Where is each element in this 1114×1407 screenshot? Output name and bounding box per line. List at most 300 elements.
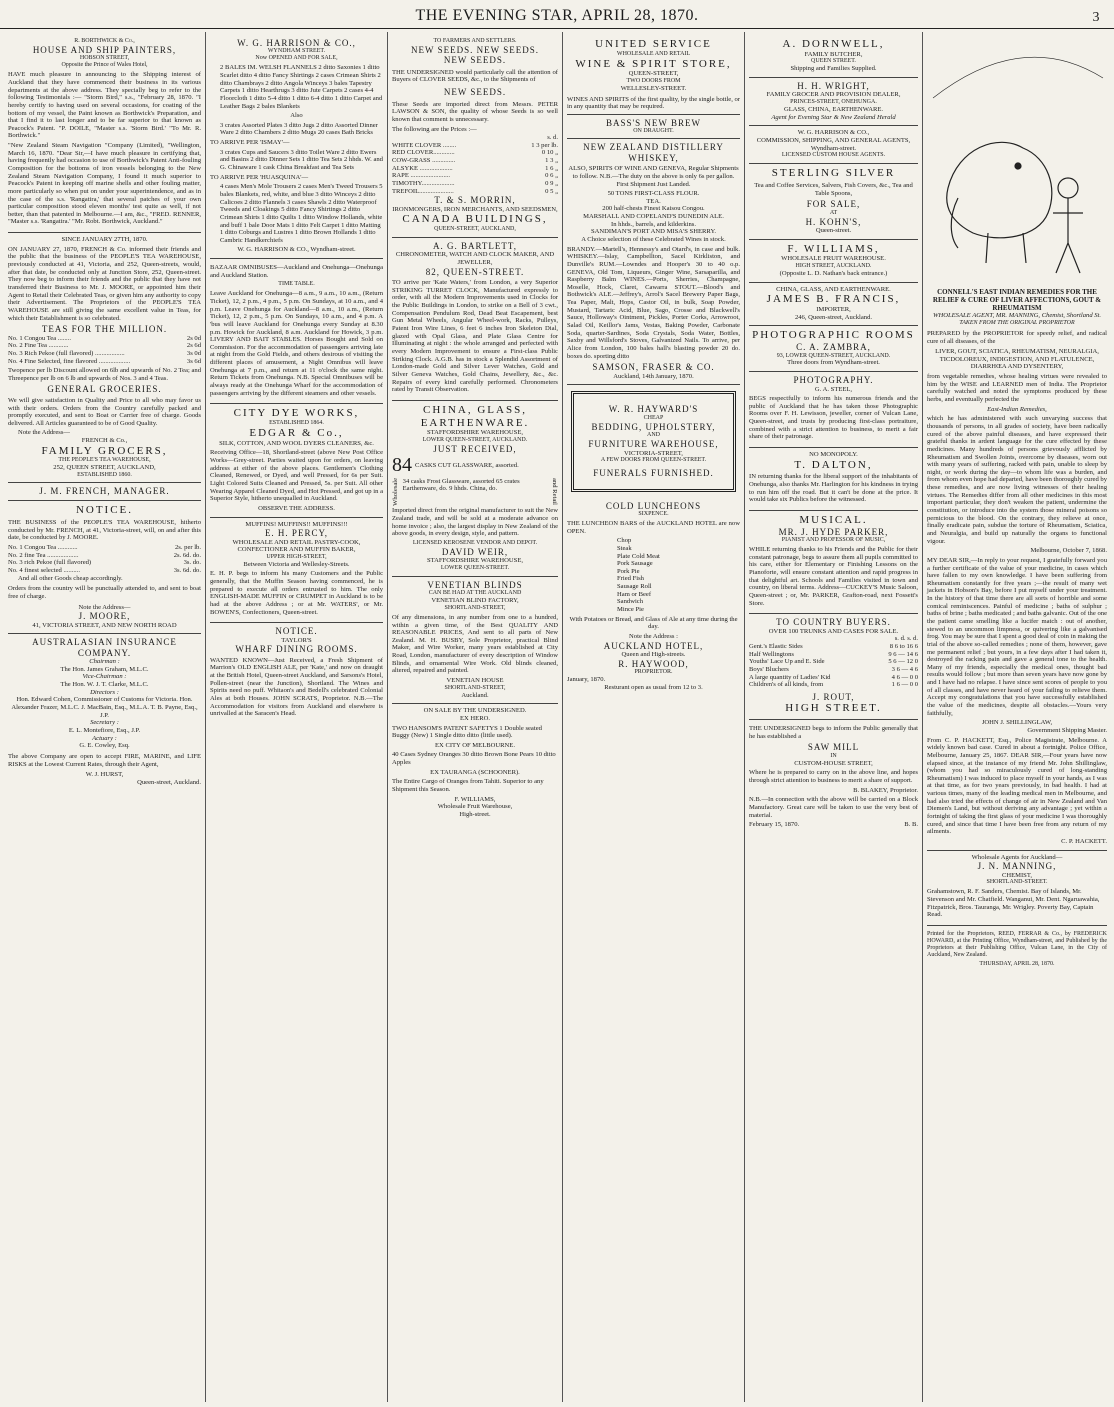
hayward-few-doors: A FEW DOORS FROM QUEEN-STREET.: [600, 457, 707, 464]
boot-price-row-label: A large quantity of Ladies' Kid: [749, 673, 831, 681]
new-seeds-1: NEW SEEDS. NEW SEEDS.: [411, 44, 539, 55]
moore-tea-row-price: 2s. per lb.: [174, 544, 201, 552]
parker-body: WHILE returning thanks to his Friends and the Public for their constant patronage, begs to assure them all pupils committed to his care, either for Elementary or Finishing Lessons on the Pianoforte, will ensure constant attention and rapid progress in that delightful art. Schools and Families visited in town and country, on liberal terms. Address—CUCKEY'S Music Saloon, Queen-street ; or, Mr. PARKER, Grafton-road, next Fossett's Store.: [749, 546, 918, 607]
dornwell-heading: A. DORNWELL,: [782, 38, 885, 50]
venetian-house-city: Auckland.: [461, 691, 489, 699]
logo-arc: [933, 57, 1103, 98]
boots-units: s. d. s. d.: [894, 635, 918, 643]
boot-price-row-label: Children's of all kinds, from: [749, 681, 824, 689]
flour: 50 TONS FIRST-CLASS FLOUR.: [607, 190, 700, 198]
hackett-body: From C. P. HACKETT, Esq., Police Magistrate, Melbourne. A widely known bad case. Cured in about a fortnight. Police Office, Melbourne, January 25, 1867. DEAR SIR,—Four years have now elapsed since, at the instance of my friend Mr. John Shillinglaw, (whom you had so miraculously cured of long-standing Rheumatism) I was induced to place myself in your hands, as I was at that time, as for two years previously, in bad health. I had at various times, many of the leading medical men in Melbourne, and had also tried the effects of change of air in New Zealand and Van Diemen's Land, but without deriving any advantage ; yet within a fortnight of taking the first glass of your medicine I was thoroughly cured, and since that time I have been free from any return of my ailments.: [927, 736, 1107, 836]
actuary: G. E. Cowley, Esq.: [79, 742, 130, 750]
musical-heading: MUSICAL.: [799, 513, 868, 526]
menu-item: Plate Cold Meat: [617, 552, 660, 560]
dalton-body: IN returning thanks for the liberal support of the inhabitants of Onehunga, also thanks Mr. Harlington for his kindness in trying to run him off the road. But it can't be done at the price. It would take six Publics before the witnessed.: [749, 473, 918, 504]
dornwell-sub: FAMILY BUTCHER,: [804, 50, 863, 58]
hayward-heading: W. R. HAYWARD'S: [608, 404, 699, 415]
seed-price-row-label: TREFOIL.....................: [392, 187, 454, 195]
boot-price-row-price: 5 6 — 12 0: [888, 658, 918, 666]
ad-parker: [749, 511, 918, 614]
williams-sub: WHOLESALE FRUIT WAREHOUSE.: [781, 255, 886, 263]
january-date: January, 1870.: [567, 676, 606, 684]
seed-price-row-label: COW-GRASS ..............: [392, 157, 456, 165]
aus-agent-address: Queen-street, Auckland.: [137, 778, 201, 786]
french-address: 252, QUEEN STREET, AUCKLAND,: [53, 464, 156, 472]
ex-melbourne: EX CITY OF MELBOURNE.: [435, 741, 515, 749]
hayward-and: AND: [647, 432, 660, 439]
boot-price-row-price: 3 6 — 4 6: [891, 665, 918, 673]
bartlett-address: 82, QUEEN-STREET.: [425, 266, 525, 277]
taylor-notice: NOTICE.: [275, 626, 318, 637]
ad-bartlett: [392, 238, 558, 401]
logo-elephant-icon: [947, 142, 1052, 263]
family-grocers: FAMILY GROCERS,: [41, 444, 168, 457]
haywood: R. HAYWOOD,: [618, 658, 689, 669]
edgar-body: Receiving Office—18, Shortland-street (above New Post Office Works—Grey-street. Parties waited upon for orders, on leaving address at either of the above places. Gentlemen's Clothing Cleaned, Renewed, or Dyed, and well Pressed, for 6s per Suit. Light Colored Suits Cleaned and Pressed, 5s. per Suit. All other Wearing Apparel Cleaned Dyed, and Hot Pressed, and got up in a Superior Style, hitherto unequalled in Auckland.: [210, 449, 383, 503]
ad-harrison-agents: [749, 126, 918, 164]
tea-row-label: No. 2 Fine Tea ............: [8, 342, 69, 350]
wholesale-label: Wholesale: [392, 477, 399, 506]
ad-seeds: [392, 35, 558, 238]
ex-hero: EX HERO.: [459, 714, 491, 722]
column-3: [388, 32, 563, 1402]
established: ESTABLISHED 1860.: [77, 472, 132, 479]
dornwell-street: QUEEN STREET.: [811, 58, 856, 65]
actuary-label: Actuary :: [92, 734, 117, 742]
hayward-street: VICTORIA-STREET,: [624, 449, 683, 457]
menu-item: Sausage Roll: [617, 583, 652, 591]
chairman: The Hon. James Graham, M.L.C.: [60, 665, 149, 673]
seed-price-row-price: 0 9 „: [545, 179, 558, 187]
ismay-heading: TO ARRIVE PER 'ISMAY'—: [210, 139, 290, 147]
note-address: Note the Address :: [629, 632, 678, 640]
venetian-sub: CAN BE HAD AT THE AUCKLAND: [428, 590, 522, 597]
seed-price-row-label: TIMOTHY....................: [392, 179, 455, 187]
aus-heading: AUSTRALASIAN INSURANCE COMPANY.: [32, 637, 177, 658]
zambra-heading: C. A. ZAMBRA,: [796, 342, 871, 353]
imprint: [927, 926, 1107, 972]
tea-row: [8, 358, 201, 366]
menu-item: Pork Sausage: [617, 560, 653, 568]
harrison-sub: COMMISSION, SHIPPING, AND GENERAL AGENTS,: [756, 136, 911, 144]
brandy-body: BRANDY.—Martell's, Hennessy's and Otard's, in case and bulk. WHISKEY.—Islay, Campbellton, Sacel Kirkliston, and Dunville's RUM.—Lowndes and Hooper's 30 to 40 o.p. GENEVA, Old Tom, Liqueurs, Ginger Wine, Sarsaparilla, and Raspberry Balm WINES.—Ports, Sherries, Champagne, Moselle, Hock, Claret, Cawarra STOUT.—Blood's and Bothwick's ALE.—Jeffrey's, Arrol's Sacel Brewery Paper Bags, Tea Paper, Malt, Hops, Castor Oil, in bulk, Soap Powder, Mustard, Tartaric Acid, Blue, Sago, Crosse and Blackwell's Sauce, Holloway's Ointment, Pickles, Porter Corks, Arrowroot, Salad Oil, Keillor's Jams, Vestas, Baking Powder, Carbonate Soda, quarter-Sardines, Soda Crystals, Soda Water, Bottles, Saxby and Willsford's Stoves, Galvanized Nails. To arrive, per Alice from London, 100 bales hall's blasting powder 20 do. boxes do. sporting ditto: [567, 245, 740, 360]
ad-dornwell: [749, 35, 918, 78]
boot-price-row: [749, 643, 918, 651]
farmers-heading: TO FARMERS AND SETTLERS.: [433, 38, 517, 44]
moore-tea-row: [8, 544, 201, 552]
shillinglaw-title: Government Shipping Master.: [1027, 726, 1107, 734]
imprint-date: THURSDAY, APRIL 28, 1870.: [979, 960, 1055, 967]
moore-tea-row-label: No. 2 fine Tea ...................: [8, 551, 79, 559]
ad-venetian: [392, 577, 558, 704]
manager: J. M. FRENCH, MANAGER.: [8, 482, 201, 496]
boot-price-row-label: Boys' Bluchers: [749, 665, 789, 673]
francis-street: 246, Queen-street, Auckland.: [794, 313, 873, 321]
moore-address: 41, VICTORIA STREET, AND NEW NORTH ROAD: [32, 621, 177, 629]
new-seeds-2: NEW SEEDS.: [443, 55, 507, 66]
prices-heading: The following are the Prices :—: [392, 126, 477, 134]
boot-price-row-label: Youths' Lace Up and E. Side: [749, 658, 825, 666]
harrison-street: WYNDHAM STREET.: [267, 48, 326, 55]
harrison-street: Wyndham-street.: [810, 144, 857, 152]
logo-text: CONNELL'S EAST INDIAN REMEDIES FOR THE RELIEF & CURE OF LIVER AFFECTIONS, GOUT & RHEUMATISM: [932, 288, 1102, 313]
in: IN: [830, 752, 837, 759]
seeds-body: THE UNDERSIGNED would particularly call the attention of Buyers of CLOVER SEEDS, &c., to the Shipments of: [392, 68, 558, 84]
hayward-bedding: BEDDING, UPHOLSTERY,: [591, 421, 716, 432]
no-monopoly: NO MONOPOLY.: [809, 451, 858, 459]
seed-price-row-label: RED CLOVER.............: [392, 149, 455, 157]
williams-street: High-street.: [459, 810, 491, 818]
boot-price-row: [749, 666, 918, 674]
venetian-factory: VENETIAN BLIND FACTORY,: [431, 597, 519, 605]
sawmill-body: THE UNDERSIGNED begs to inform the Public generally that he has established a: [749, 725, 918, 740]
percy-heading: E. H. PERCY,: [264, 528, 329, 539]
retail-label: and Retail: [551, 477, 558, 505]
samson-date: Auckland, 14th January, 1870.: [613, 372, 694, 380]
moore-tea-row-price: 2s. 6d. do.: [173, 551, 201, 559]
dye-established: ESTABLISHED 1864.: [269, 420, 324, 427]
steel-heading: G. A. STEEL,: [814, 385, 853, 393]
china-heading: CHINA, GLASS, EARTHENWARE.: [420, 403, 530, 429]
borthwick-opposite: Opposite the Prince of Wales Hotel,: [61, 62, 148, 69]
queen-street: QUEEN-STREET,: [628, 70, 679, 78]
borthwick-firm: R. BORTHWICK & Co.,: [74, 38, 135, 44]
diseases-body: from vegetable remedies, whose healing virtues were revealed to him by the WISE and LEARNED men of India. The Proprietor carefully watched and noted the symptoms produced by these herbs, and eventually perfected the: [927, 373, 1107, 404]
moore-name: J. MOORE,: [78, 611, 131, 622]
boots-list: [749, 643, 918, 689]
tauranga-body: The Entire Cargo of Oranges from Tahiti. Superior to any Shipment this Season.: [392, 778, 544, 793]
ad-wright: [749, 78, 918, 126]
masthead-title: THE EVENING STAR, APRIL 28, 1870.: [415, 7, 699, 24]
seed-price-row-label: RAPE ........................: [392, 172, 451, 180]
seed-price-row: [392, 149, 558, 157]
tea-row-price: 2s 0d: [186, 334, 201, 342]
harrison-list-2: 3 crates Assorted Plates 3 ditto Jugs 2 ditto Assorted Dinner Ware 2 ditto Chambers 2 ditto Mugs 20 cases Bath Bricks: [220, 121, 378, 137]
seed-price-row-price: 1 6 „: [545, 164, 558, 172]
sandeman: SANDIMAN'S PORT AND MISA'S SHERRY.: [590, 228, 717, 236]
menu-item: Sandwich: [617, 598, 644, 606]
francis-sub: IMPORTER,: [816, 306, 851, 314]
teas-list: [8, 335, 201, 366]
masthead: [0, 4, 1114, 29]
sterling-list: Tea and Coffee Services, Salvers, Fish Covers, &c., Tea and Table Spoons,: [754, 181, 913, 197]
groceries-heading: GENERAL GROCERIES.: [47, 384, 162, 395]
notice-heading: NOTICE.: [75, 504, 134, 517]
percy-street: UPPER HIGH-STREET,: [266, 553, 327, 560]
sterling-heading: STERLING SILVER: [771, 167, 896, 180]
ad-australasian: [8, 634, 201, 790]
seed-price-row-price: 1 3 per lb.: [531, 141, 558, 149]
aus-agent: W. J. HURST,: [85, 771, 124, 779]
seed-price-row: [392, 165, 558, 173]
ad-kohn: [749, 164, 918, 240]
menu-item: Chop: [617, 537, 632, 545]
page-number: 3: [1092, 10, 1100, 25]
ad-blakey: [749, 720, 918, 833]
ad-connell: [927, 35, 1107, 851]
wholesale-agents: Wholesale Agents for Auckland—: [971, 853, 1063, 861]
tea-row-label: No. 1 Congou Tea ........: [8, 334, 71, 342]
huasquina-list: 4 cases Men's Mole Trousers 2 cases Men's Tweed Trousers 5 bales Blankets, red, white, and blue 3 ditto Winceys 2 ditto Calicoes 2 ditto Flannels 3 cases Shawls 2 ditto Waterproof Tweeds and Cloakings 5 ditto Fancy Shirtings 2 ditto Crimean Shirts 1 ditto Quilts 1 ditto Window Hollands, white and buff 1 bale Door Mats 1 ditto Felt Carpet 1 ditto Matting 1 ditto Coburgs and Lustres 1 ditto Brown Hollands 1 ditto Cambric Handkerchiefs: [220, 183, 383, 244]
just-received: JUST RECEIVED,: [433, 443, 517, 454]
harrison-licensed: LICENSED CUSTOM HOUSE AGENTS.: [781, 152, 886, 159]
wholesale-retail: WHOLESALE AND RETAIL: [616, 50, 691, 57]
dornwell-body: Shipping and Families Supplied.: [790, 65, 877, 73]
borthwick-body: HAVE much pleasure in announcing to the Shipping interest of Auckland that they have commenced their business in its various departments at the above address. They specially beg to refer to the following Testimonials :— "Storm Bird," s.s., "February 28, 1870. "I hereby certify to having used on several occasions, for coating of the bottom of my vessel, the Paint known as Borthwick's Preparation, and that I find it to last longer and to be far superior to that known as Peacock's Patent. "P. DOILE, "Master s.s. 'Storm Bird.' "To Mr. R. Borthwick.": [8, 71, 201, 140]
wright-agent: Agent for Evening Star & New Zealand Herald: [771, 113, 896, 121]
teas-note: Twopence per lb Discount allowed on 6lb and upwards of No. 2 Tea; and Threepence per lb on 6 lb and upwards of Nos. 3 and 4 Teas.: [8, 367, 201, 382]
hayward-funerals: FUNERALS FURNISHED.: [593, 468, 714, 479]
marshall: MARSHALL AND COPELAND'S DUNEDIN ALE.: [583, 213, 724, 221]
menu-item: Mince Pie: [617, 606, 644, 614]
prices-units: s. d.: [547, 134, 558, 142]
venetian-house-street: SHORTLAND-STREET,: [444, 684, 506, 691]
groceries-body: We will give satisfaction in Quality and Price to all who may favor us with their orders. Orders from the Country carefully packed and promptly executed, and sent to Boat or Carrier free of charge. Goods delivered. All Articles guaranteed to be of Good Quality.: [8, 396, 201, 427]
ad-dalton: [749, 448, 918, 511]
kohn-heading: H. KOHN'S,: [805, 216, 862, 227]
seed-price-row: [392, 188, 558, 196]
ad-williams-fruit: [749, 240, 918, 283]
venetian-street: SHORTLAND-STREET,: [444, 604, 506, 611]
moore-tea-row-label: No. 1 Congou Tea ............: [8, 544, 78, 552]
moore-body: THE BUSINESS of the PEOPLE'S TEA WAREHOUSE, hitherto conducted by Mr. FRENCH, at 41, Victoria-street, will, on and after this date, be conducted by J. MOORE.: [8, 519, 201, 542]
bass-heading: BASS'S NEW BREW: [567, 114, 740, 128]
weir-heading: DAVID WEIR,: [441, 546, 509, 557]
french-body: ON JANUARY 27, 1870, FRENCH & Co. informed their friends and the public that the business of the PEOPLE'S TEA WAREHOUSE, previously conducted at 41, Victoria, and 252, Queen-streets, would, after that date, be conducted only at Junction Store, 252, Queen-street. They now beg to inform their friends and the public that they have not transferred their Business to Mr. J. MOORE, or appointed him their Agent to Retail their Celebrated Teas, or given him any authority to copy their Advertisement. The Proprietors of the PEOPLE'S TEA WAREHOUSE are still giving the same excellent value in Teas, for which their Establishment is so celebrated.: [8, 245, 201, 322]
bartlett-heading: A. G. BARTLETT,: [432, 241, 518, 252]
boot-price-row: [749, 658, 918, 666]
diseases: LIVER, GOUT, SCIATICA, RHEUMATISM, NEURALGIA, TICDOLOREUX, INDIGESTION, AND FLATULENCE, DIARRHŒA AND DYSENTERY,: [935, 348, 1099, 371]
weir-street: LOWER QUEEN-STREET.: [440, 564, 510, 571]
venetian-heading: VENETIAN BLINDS: [427, 579, 523, 590]
hayward-furniture: FURNITURE WAREHOUSE,: [588, 439, 719, 450]
chemist: CHEMIST,: [1001, 871, 1033, 879]
menu-item: Fried Fish: [617, 575, 644, 583]
sixpence: SIXPENCE.: [638, 511, 669, 518]
ex-tauranga: EX TAURANGA (SCHOONER).: [430, 768, 520, 776]
dalton-heading: T. DALTON,: [794, 458, 873, 471]
seed-price-row: [392, 142, 558, 150]
boot-price-row-label: Half Wellingtons: [749, 650, 794, 658]
wellesley-street: WELLESLEY-STREET.: [620, 85, 687, 93]
french-sign: FRENCH & Co.,: [81, 437, 128, 445]
chairman-label: Chairman :: [89, 658, 120, 666]
printed-by: Printed for the Proprietors, REED, FERRAR & Co., by FREDERICK HOWARD, at the Printing Office, Wyndham-street, and Published by the Proprietors at their Publishing Office, Vulcan Lane, in the City of Auckland, New Zealand.: [927, 930, 1107, 958]
manning: J. N. MANNING,: [977, 861, 1057, 872]
photography-heading: PHOTOGRAPHY.: [793, 375, 874, 386]
muffins: MUFFINS! MUFFINS!! MUFFINS!!!: [245, 520, 348, 528]
moore-tea-row-label: No. 3 rich Pekoe (full flavored): [8, 559, 92, 567]
ad-percy: [210, 518, 383, 624]
percy-between: Between Victoria and Wellesley-Streets.: [243, 560, 350, 568]
harrison-list: 2 BALES IM. WELSH FLANNELS 2 ditto Saxonies 1 ditto Scarlet ditto 4 ditto Fancy Shirtings 2 cases Crimean Shirts 2 ditto Chambrays 2 ditto Angola Winceys 3 bales Tapestry Carpets 1 ditto Hearthrugs 3 ditto Jute Carpets 2 cases 4-4 Floorcloth 1 ditto 5-4 ditto 1 ditto 6-4 ditto 1 ditto Carpet and Leather Bags 2 bales Blankets: [220, 64, 383, 110]
staffordshire: STAFFORDSHIRE WAREHOUSE,: [426, 429, 524, 437]
blakey: B. BLAKEY, Proprietor.: [853, 786, 918, 794]
logo-figure-icon: [1053, 178, 1083, 273]
kohn-street: Queen-street.: [815, 227, 852, 235]
borthwick-street: HOBSON STREET,: [79, 55, 130, 62]
menu-item: Pork Pie: [617, 567, 640, 575]
cases-84: 84: [392, 454, 412, 477]
sale-heading: ON SALE BY THE UNDERSIGNED.: [423, 707, 527, 715]
column-4: [563, 32, 745, 1402]
peoples-tea: THE PEOPLE'S TEA WAREHOUSE,: [58, 457, 151, 464]
harrison-heading: W. G. HARRISON & CO.,: [797, 129, 870, 137]
sandeman-body: A Choice selection of these Celebrated Wines in stock.: [581, 236, 726, 243]
photo-rooms: PHOTOGRAPHIC ROOMS: [752, 329, 915, 342]
connell-remedies-logo: [928, 38, 1106, 288]
boot-price-row-price: 1 6 — 0 0: [891, 681, 918, 689]
for-sale: FOR SALE,: [806, 199, 861, 210]
ad-hayward: [571, 391, 736, 491]
tea-row: [8, 342, 201, 350]
morrin-heading: T. & S. MORRIN,: [434, 195, 516, 206]
samson-heading: SAMSON, FRASER & CO.: [592, 362, 715, 373]
hackett-sign: C. P. HACKETT.: [1061, 837, 1107, 845]
williams-opposite: (Opposite L. D. Nathan's back entrance.): [779, 270, 888, 278]
ad-steel: [749, 372, 918, 448]
canada-buildings: CANADA BUILDINGS,: [402, 213, 548, 226]
lower-queen: LOWER QUEEN-STREET, AUCKLAND.: [422, 436, 528, 443]
tea-row-label: No. 4 Fine Selected, fine flavored ...................: [8, 357, 131, 365]
two-doors: TWO DOORS FROM: [626, 78, 681, 85]
moore-tea-row-label: No. 4 finest selected ..........: [8, 567, 80, 575]
boot-price-row-price: 9 6 — 14 6: [888, 650, 918, 658]
observe-address: OBSERVE THE ADDRESS.: [258, 504, 335, 512]
moore-tea-row-price: 3s. 6d. do.: [173, 567, 201, 575]
marshall-body: In hhds., barrels, and kilderkins.: [611, 220, 696, 228]
hero-body: TWO HANSOM'S PATENT SAFETYS 1 Double seated Buggy (New) 1 Single ditto ditto (little used).: [392, 724, 542, 740]
ad-united-service: [567, 35, 740, 385]
edgar-sub: SILK, COTTON, AND WOOL DYERS CLEANERS, &c.: [219, 439, 374, 447]
letter-body: MY DEAR SIR,—In reply to your request, I gratefully forward you a further certificate of the value of your medicine, in cases which have fallen to my own knowledge. I have been suffering from Rheumatism constantly for five years ;—the result of many wet jackets in Hobson's Bay, before I put myself under your treatment. In the history of that time there are all sorts of horrible and some comical reminiscences. Painful of medicine ; baths of sulphur ; baths of brine ; baths medicated ; and baths galvanic. Out of the one the patient came smelling like a lucifer match : out of another, stewed to an uncommon limpness, or quivering like a galvanised frog. You may be sure that I spent a good deal of coin in making the trial of the above so-called remedies ; none of them, however, gave me permanent relief ; but yours, in a few days after I had taken it, destroyed the racking pain and gave a general tone to the health. Many of my friends, especially the medical ones, thought bad results would follow ; but more than seven years have now gone by and I have had no relapse. I have since sent scores of people to you of all classes, and have never heard of your failing to relieve them. Accept my congratulations that you have successfully established the value of the medicines, despite all obstacles.—Yours very faithfully,: [927, 556, 1107, 717]
ad-luncheons: [567, 498, 740, 696]
wright-glass: GLASS, CHINA, EARTHENWARE.: [783, 106, 884, 114]
hayward-cheap: CHEAP: [643, 414, 664, 421]
column-1: [4, 32, 206, 1402]
moore-tea-row: [8, 559, 201, 567]
harrison-now: Now OPENED AND FOR SALE,: [255, 55, 338, 62]
vice-label: Vice-Chairman :: [82, 673, 127, 681]
blakey-initials: B. B.: [904, 821, 918, 829]
ad-rout: [749, 614, 918, 720]
at: AT: [829, 209, 838, 216]
borthwick-heading: HOUSE AND SHIP PAINTERS,: [32, 44, 177, 55]
high-street: HIGH STREET.: [785, 702, 882, 715]
melbourne-body: 40 Cases Sydney Oranges 30 ditto Brown Bone Pears 10 ditto Apples: [392, 751, 556, 767]
zambra-body: Three doors from Wyndham-street.: [787, 359, 880, 367]
tea-row: [8, 350, 201, 358]
morrin-sub: IRONMONGERS, IRON MERCHANTS, AND SEEDSMEN,: [392, 205, 558, 213]
ad-taylor: [210, 623, 383, 724]
boot-price-row-price: 8 6 to 16 6: [889, 642, 918, 650]
bartlett-body: TO arrive per 'Kate Waters,' from London, a very Superior STRIKING TURRET CLOCK, Manufactured expressly to order, with all the Modern Improvements used in Clocks for the Public Buildings in London, to strike on a Bell of 3 cwt., Compensation Pendulum Rod, Dead Beat Escapement, best Gun Metal Wheels, Angular Wheel-work, Racks, Pulleys, Patent Iron Wire Lines, 6 feet 6 inches Iron Skeleton Dial, glazed with Opal Glass, and Plate Glass Centre for Illuminating at night : the whole arranged and perfected with every Modern Improvement to ensure a First-class Public Striking Clock. A.G.B. has in stock a Splendid Assortment of London-made Gold and Silver Lever Watches, Gold and Silver Geneva Watches, Gold Chains, Jewellery, &c., &c. Repairs of every kind carefully performed. Chronometers rated by Transit Observation.: [392, 279, 558, 394]
taylor-name: TAYLOR'S: [281, 636, 312, 644]
wine-store: WINE & SPIRIT STORE,: [575, 57, 732, 70]
moore-other: And all other Goods cheap accordingly.: [18, 574, 123, 582]
tea-body: 200 half-chests Finest Kaisou Congou.: [602, 205, 705, 213]
moore-note: Note the Address—: [78, 603, 131, 611]
tea-row-price: 3s 6d: [186, 357, 201, 365]
seed-price-row-label: ALSYKE ....................: [392, 164, 453, 172]
letter-place: Melbourne, October 7, 1868.: [1030, 547, 1107, 555]
proprietor: PROPRIETOR.: [634, 669, 673, 676]
boot-price-row-price: 4 6 — 0 0: [891, 673, 918, 681]
seeds-body-2: These Seeds are imported direct from Messrs. PETER LAWSON & SON, the quality of whose Seeds is so well known that comment is unnecessary.: [392, 100, 558, 123]
dye-heading: CITY DYE WORKS,: [233, 407, 360, 420]
note-address: Note the Address—: [18, 429, 71, 437]
wright-heading: H. H. WRIGHT,: [797, 80, 870, 91]
time-table: TIME TABLE.: [278, 281, 315, 288]
seed-price-row-label: WHITE CLOVER ........: [392, 141, 457, 149]
menu-item: Steak: [617, 544, 632, 552]
blakey-nb: N.B.—In connection with the above will be carried on a Block Manufactory. Great care will be taken to use the very best of material.: [749, 796, 918, 819]
new-seeds-3: NEW SEEDS.: [443, 87, 507, 98]
queen-high: Queen and High-streets.: [621, 651, 686, 659]
custom-house: CUSTOM-HOUSE STREET,: [794, 759, 873, 767]
shillinglaw: JOHN J. SHILLINGLAW,: [981, 719, 1053, 727]
ad-harrison: [210, 35, 383, 259]
venetian-body: Of any dimensions, in any number from one to a hundred, within a given time, of the Best QUALITY AND REASONABLE PRICES, And sent to all parts of New Zealand. M. H. BUSBY, Sole Proprietor, practical Blind Maker, and Wire Worker, many years established at City Road, London, manufacturer of every description of Window Blinds, and ornamental Wire Work. Old blinds cleaned, altered, repaired and painted.: [392, 613, 558, 675]
percy-sub: WHOLESALE AND RETAIL PASTRY-COOK,: [232, 538, 361, 546]
ad-dye-works: [210, 404, 383, 517]
distillery-body: ALSO, SPIRITS OF WINE AND GENEVA, Regular Shipments to follow. N.B.—The duty on the above is only 6s per gallon. First Shipment Just Landed.: [568, 165, 739, 188]
aus-body: The above Company are open to accept FIRE, MARINE, and LIFE RISKS at the Lowest Current Rates, through their Agent,: [8, 752, 201, 768]
ad-bazaar: [210, 259, 383, 404]
column-5: [745, 32, 923, 1402]
restaurant-hours: Resturant open as usual from 12 to 3.: [604, 683, 703, 691]
teas-heading: TEAS FOR THE MILLION.: [41, 324, 168, 335]
united-service: UNITED SERVICE: [595, 38, 712, 50]
seed-prices: [392, 142, 558, 195]
francis-heading: JAMES B. FRANCIS,: [766, 293, 901, 306]
remedies-body: which he has administered with such unvarying success that thousands of persons, in all grades of society, have been radically cured of the above painful diseases, and have expressed their grateful thanks in ardent language for the cure effected by these medicines. Many hundreds of persons grievously afflicted by Rheumatism and Swollen Joints, overcome by diseases, worn out with many years of suffering, racked with pain, unable to sleep by night, or work during the day—to whom life was a burden, and from whom even hope had departed, have been thoroughly cured by these remedies, and are now living witnesses of their healing virtues. The Remedies differ from all other medicines in this most important particular, they don't weaken the patient, undermine the constitution, or introduce into the system those mineral poisons so pernicious to the blood. On the contrary, they relieve at once, finally eradicate pain, subdue the torture of Rheumatism, Sciatica, and Neuralgia, and build up naturally the organs to functional vigour.: [927, 415, 1107, 545]
venetian-house: VENETIAN HOUSE: [446, 676, 504, 684]
huasquina-heading: TO ARRIVE PER 'HUASQUINA'—: [210, 173, 309, 181]
williams-name: F. WILLIAMS,: [454, 795, 496, 803]
ad-zambra: [749, 326, 918, 372]
directors-label: Directors :: [90, 688, 119, 696]
secretary-label: Secretary :: [90, 719, 119, 727]
harrison-also: Also: [290, 112, 303, 120]
column-2: [206, 32, 388, 1402]
parker-heading: MR. J. HYDE PARKER,: [778, 526, 889, 537]
morrin-street: QUEEN-STREET, AUCKLAND,: [434, 226, 516, 233]
seed-price-row-price: 0 10 „: [541, 149, 558, 157]
harrison-sign: W. G. HARRISON & CO., Wyndham-street.: [237, 246, 356, 254]
bazaar-body: BAZAAR OMNIBUSES—Auckland and Onehunga—Onehunga and Auckland Station.: [210, 264, 383, 279]
luncheons-heading: COLD LUNCHEONS: [605, 500, 702, 511]
shortland: SHORTLAND-STREET.: [986, 879, 1048, 886]
auckland-hotel: AUCKLAND HOTEL,: [603, 640, 704, 651]
ad-williams-sale: [392, 704, 558, 822]
moore-tea-row-price: 3s. do.: [183, 559, 201, 567]
zambra-street: 93, LOWER QUEEN-STREET, AUCKLAND.: [776, 352, 891, 359]
licensed: LICENSED KEROSENE VENDOR AND DEPOT.: [412, 539, 538, 546]
moore-tea-row: [8, 552, 201, 560]
williams-sub: Wholesale Fruit Warehouse,: [437, 803, 513, 811]
on-draught: ON DRAUGHT.: [633, 128, 674, 135]
distillery-heading: NEW ZEALAND DISTILLERY WHISKEY,: [567, 138, 740, 163]
ismay-list: 3 crates Cups and Saucers 3 ditto Toilet Ware 2 ditto Ewers and Basins 2 ditto Dinner Sets 1 ditto Tea Sets 2 hhds. W. and G. Chinaware 1 cask China Breakfast and Tea Sets: [220, 148, 383, 172]
country-buyers: TO COUNTRY BUYERS.: [776, 617, 891, 628]
boot-price-row: [749, 674, 918, 682]
since-heading: SINCE JANUARY 27TH, 1870.: [61, 236, 148, 244]
prepared-text: PREPARED by the PROPRIETOR for speedy relief, and radical cure of all diseases, of the: [927, 329, 1107, 345]
boot-price-row: [749, 681, 918, 689]
column-6: [923, 32, 1111, 1402]
menu-item: Ham or Beef: [617, 590, 652, 598]
